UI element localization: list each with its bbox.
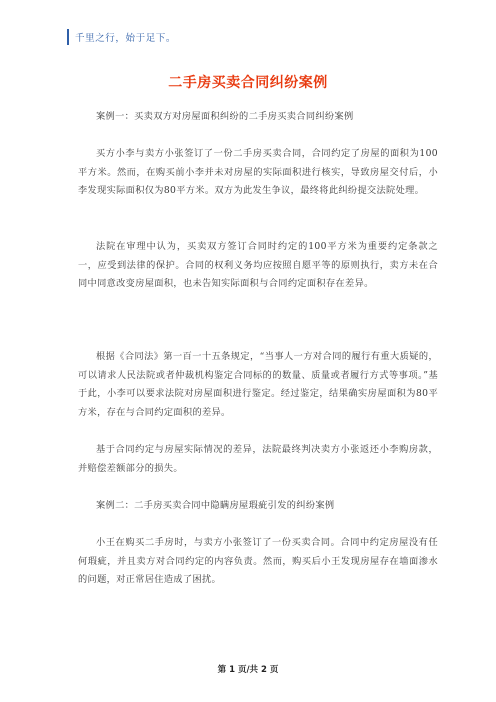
case-two-facts-paragraph: 小王在购买二手房时，与卖方小张签订了一份买卖合同。合同中约定房屋没有任何瑕疵，并且卖方对合同约定的内容负责。然而，购买后小王发现房屋存在墙面渗水的问题，对正常居住造成了困扰。 [78, 537, 438, 585]
court-reasoning-paragraph: 法院在审理中认为，买卖双方签订合同时约定的100平方米为重要约定条款之一，应受到法律的保护。合同的权利义务均应按照自愿平等的原则执行，卖方未在合同中同意改变房屋面积，也未告知实际面积与合同约定面积存在差异。 [78, 241, 438, 289]
case-one-facts-paragraph: 买方小李与卖方小张签订了一份二手房买卖合同，合同约定了房屋的面积为100平方米。然而，在购买前小李并未对房屋的实际面积进行核实，导致房屋交付后，小李发现实际面积仅为80平方米。双方为此发生争议，最终将此纠纷提交法院处理。 [78, 148, 438, 196]
case-two-heading: 案例二：二手房买卖合同中隐瞒房屋瑕疵引发的纠纷案例 [96, 500, 335, 511]
page-number: 第 1 页/共 2 页 [217, 665, 279, 675]
case-one-heading: 案例一：买卖双方对房屋面积纠纷的二手房买卖合同纠纷案例 [96, 111, 354, 122]
header-motto: 千里之行，始于足下。 [75, 33, 177, 44]
header-accent-bar [67, 29, 69, 45]
judgment-paragraph: 基于合同约定与房屋实际情况的差异，法院最终判决卖方小张返还小李购房款，并赔偿差额部分的损失。 [78, 444, 438, 474]
contract-law-paragraph: 根据《合同法》第一百一十五条规定，“当事人一方对合同的履行有重大质疑的，可以请求人民法院或者仲裁机构鉴定合同标的的数量、质量或者履行方式等事项。”基于此，小李可以要求法院对房屋面积进行鉴定。经过鉴定，结果确实房屋面积为80平方米，存在与合同约定面积的差异。 [78, 351, 438, 418]
document-title: 二手房买卖合同纠纷案例 [168, 75, 328, 91]
